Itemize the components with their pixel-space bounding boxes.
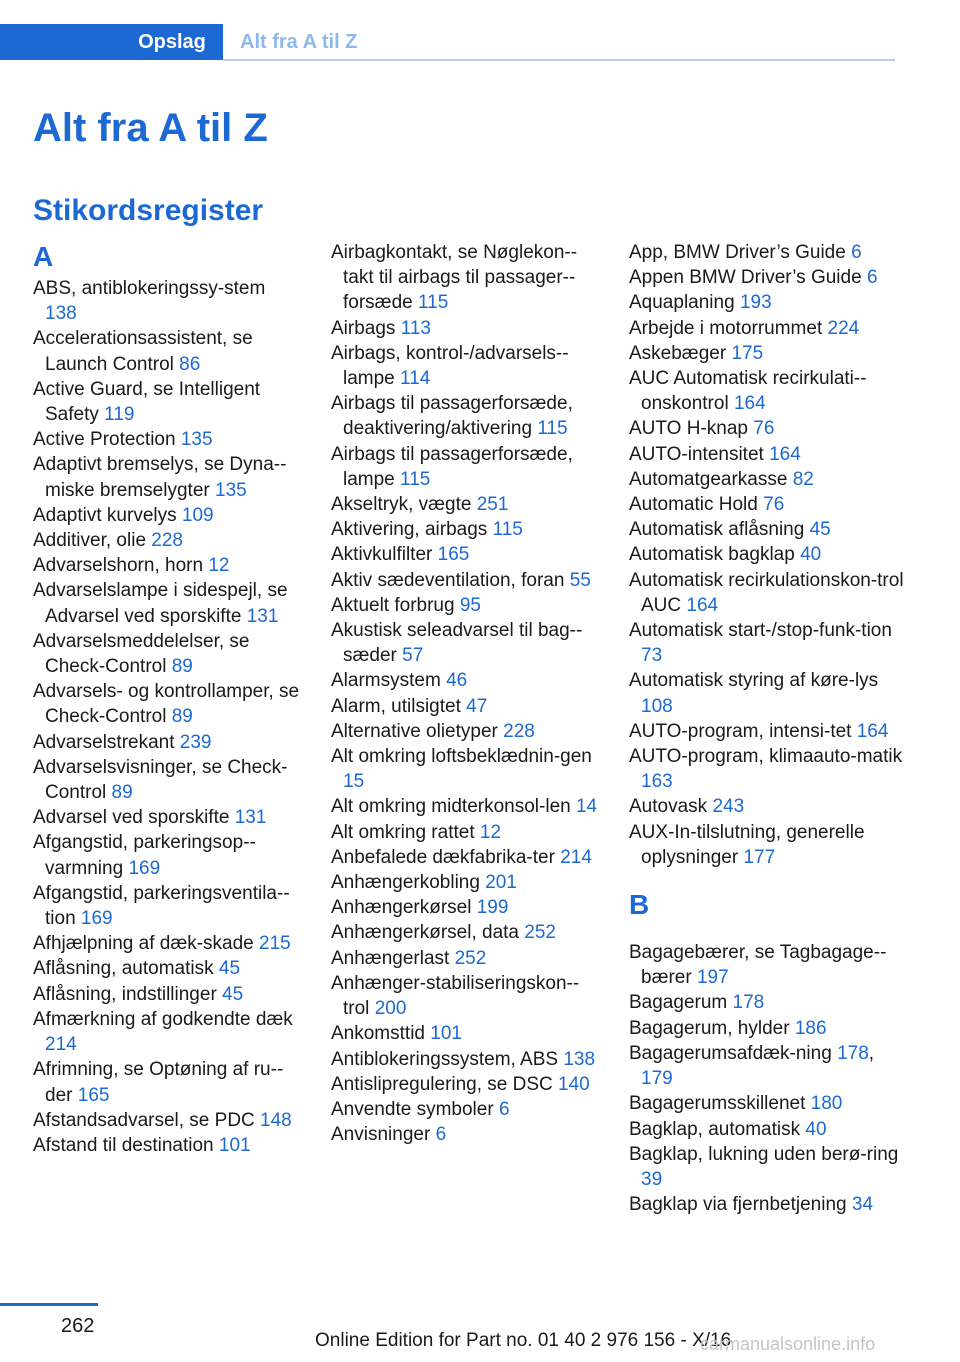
index-entry bbox=[33, 931, 301, 956]
page-reference-link[interactable]: 179 bbox=[641, 1068, 673, 1090]
page-reference-link[interactable]: 239 bbox=[179, 731, 212, 753]
index-entry bbox=[331, 719, 599, 744]
index-entry bbox=[33, 1007, 301, 1057]
index-entry-term: Alt omkring midterkonsol-len bbox=[331, 796, 571, 818]
page-reference-link[interactable]: 164 bbox=[856, 720, 889, 742]
page-reference-link[interactable]: 180 bbox=[810, 1093, 843, 1115]
index-entry bbox=[331, 442, 599, 492]
index-column-2 bbox=[331, 240, 599, 1147]
page-reference-link[interactable]: 114 bbox=[400, 368, 431, 390]
page-reference-link[interactable]: 6 bbox=[435, 1124, 447, 1146]
page-reference-link[interactable]: 89 bbox=[111, 782, 133, 804]
index-entry bbox=[33, 326, 301, 376]
index-entry-term: Aquaplaning bbox=[629, 292, 735, 314]
index-entry bbox=[629, 820, 904, 870]
index-entry-term: Afstandsadvarsel, se PDC bbox=[33, 1109, 255, 1131]
page-reference-link[interactable]: 89 bbox=[171, 656, 193, 678]
page-reference-link[interactable]: 45 bbox=[222, 983, 244, 1005]
index-entry-term: Automatisk recirkulationskon-trol AUC bbox=[629, 569, 904, 616]
page-reference-link[interactable]: 228 bbox=[151, 530, 183, 552]
index-entry-term: AUTO-intensitet bbox=[629, 443, 764, 465]
page-reference-link[interactable]: 86 bbox=[179, 353, 201, 375]
page-number: 262 bbox=[61, 1315, 95, 1337]
page-reference-link[interactable]: 89 bbox=[171, 706, 193, 728]
index-entry bbox=[331, 542, 599, 567]
page-reference-link[interactable]: 45 bbox=[809, 519, 831, 541]
index-entry-term: Advarselsvisninger, se Check-Control bbox=[33, 756, 288, 804]
page-reference-link[interactable]: 115 bbox=[537, 418, 568, 440]
index-entry bbox=[331, 1122, 599, 1147]
index-entry-term: Autovask bbox=[629, 796, 708, 818]
index-entry-term: Automatisk bagklap bbox=[629, 544, 795, 566]
index-column-1 bbox=[33, 240, 301, 1158]
index-entry-term: Afmærkning af godkendte dæk bbox=[33, 1008, 293, 1030]
page-reference-link[interactable]: 228 bbox=[503, 720, 535, 742]
index-entry bbox=[629, 1091, 904, 1116]
index-entry bbox=[629, 290, 904, 315]
page-header bbox=[0, 24, 895, 62]
page-reference-link[interactable]: 178 bbox=[732, 992, 765, 1014]
index-entry bbox=[629, 618, 904, 668]
index-entry bbox=[331, 920, 599, 945]
page-reference-link[interactable]: 14 bbox=[575, 796, 598, 818]
page-reference-link[interactable]: 200 bbox=[374, 998, 407, 1020]
page-reference-link[interactable]: 131 bbox=[246, 605, 279, 627]
index-entry bbox=[331, 1097, 599, 1122]
index-entry bbox=[331, 341, 599, 391]
footer-accent-line bbox=[0, 1303, 98, 1306]
page-reference-link[interactable]: 164 bbox=[769, 443, 801, 465]
index-entry-term: AUC Automatisk recirkulati-onskontrol bbox=[629, 368, 867, 415]
page-reference-link[interactable]: 243 bbox=[712, 796, 745, 818]
index-entry bbox=[629, 416, 904, 441]
page-reference-link[interactable]: 163 bbox=[641, 771, 673, 793]
page-reference-link[interactable]: 115 bbox=[417, 292, 449, 314]
index-entry bbox=[629, 316, 904, 341]
index-entry-term: Automatisk styring af køre-lys bbox=[629, 670, 879, 692]
index-entry-term: Anvisninger bbox=[331, 1124, 431, 1146]
index-entry-term: Aktuelt forbrug bbox=[331, 594, 455, 616]
watermark: carmanualsonline.info bbox=[700, 1334, 876, 1354]
index-entry bbox=[33, 982, 301, 1007]
index-entry bbox=[629, 744, 904, 794]
section-title: Stikordsregister bbox=[33, 194, 264, 227]
index-entry-term: Antislipregulering, se DSC bbox=[331, 1073, 553, 1095]
index-entry-term: Alt omkring rattet bbox=[331, 821, 475, 843]
index-entry bbox=[331, 568, 599, 593]
index-entry-term: Automatgearkasse bbox=[629, 468, 788, 490]
index-entry bbox=[629, 542, 904, 567]
page-reference-link[interactable]: 175 bbox=[731, 342, 764, 364]
index-entry-term: Bagagerumsafdæk-ning bbox=[629, 1042, 832, 1064]
index-entry bbox=[629, 1142, 904, 1192]
page-reference-link[interactable]: 251 bbox=[476, 494, 509, 516]
page-reference-link[interactable]: 95 bbox=[459, 594, 481, 616]
index-entry-term: Aktivkulfilter bbox=[331, 544, 433, 566]
page-reference-link[interactable]: 76 bbox=[763, 494, 785, 516]
index-letter-b: B bbox=[629, 889, 650, 921]
index-entry bbox=[331, 895, 599, 920]
page-reference-link[interactable]: 140 bbox=[558, 1073, 590, 1095]
page-reference-link[interactable]: 169 bbox=[80, 908, 113, 930]
header-accent-bar bbox=[0, 24, 121, 60]
index-entry-term: Active Guard, se Intelligent Safety bbox=[33, 378, 261, 426]
page-reference-link[interactable]: 135 bbox=[215, 479, 247, 501]
index-entry-term: AUX-In-tilslutning, generelle oplysninger bbox=[629, 821, 865, 868]
index-entry-term: Afstand til destination bbox=[33, 1134, 214, 1156]
index-entry-term: Advarselslampe i sidespejl, se Advarsel ved sporskifte bbox=[33, 580, 288, 627]
page-reference-link[interactable]: 6 bbox=[866, 267, 878, 289]
page-reference-link[interactable]: 214 bbox=[45, 1034, 77, 1056]
index-entry-term: Advarselshorn, horn bbox=[33, 555, 204, 577]
index-entry-term: App, BMW Driver’s Guide bbox=[629, 242, 846, 263]
page-reference-link[interactable]: 82 bbox=[792, 468, 814, 490]
page-reference-link[interactable]: 6 bbox=[498, 1098, 510, 1120]
index-entry-term: Accelerationsassistent, se Launch Control bbox=[33, 328, 253, 375]
page-reference-link[interactable]: 165 bbox=[437, 544, 470, 566]
index-entry-term: Bagagebærer, se Tagbagage-bærer bbox=[629, 942, 887, 989]
page-reference-link[interactable]: 252 bbox=[524, 922, 556, 944]
page-reference-link[interactable]: 135 bbox=[180, 429, 213, 451]
index-entry bbox=[629, 467, 904, 492]
index-entry bbox=[33, 578, 301, 628]
index-entry: Bagagerumsafdæk-ning 178, 179 bbox=[629, 1042, 875, 1090]
index-entry bbox=[33, 1133, 301, 1158]
page-reference-link[interactable]: 186 bbox=[794, 1017, 827, 1039]
index-entry bbox=[33, 881, 301, 931]
index-entry-term: Anhængerkobling bbox=[331, 872, 480, 894]
index-entry-term: Airbagkontakt, se Nøglekon-takt til airbags til passager-forsæde bbox=[331, 242, 578, 314]
index-entry bbox=[629, 794, 904, 819]
index-entry bbox=[629, 517, 904, 542]
index-entry bbox=[33, 1057, 301, 1107]
index-entry-term: Advarselstrekant bbox=[33, 731, 175, 753]
index-entry bbox=[331, 845, 599, 870]
page-reference-link[interactable]: 6 bbox=[851, 242, 862, 263]
index-entry-term: Bagagerum, hylder bbox=[629, 1017, 790, 1039]
page-reference-link[interactable]: 15 bbox=[343, 771, 365, 793]
header-rule bbox=[223, 59, 895, 61]
page-reference-link[interactable]: 55 bbox=[569, 569, 591, 591]
index-entry-term: Advarselsmeddelelser, se Check-Control bbox=[33, 630, 250, 678]
index-entry-term: Airbags til passagerforsæde, deaktivering/aktivering bbox=[331, 393, 573, 440]
page-reference-link[interactable]: 214 bbox=[560, 846, 592, 868]
page-reference-link[interactable]: 138 bbox=[45, 303, 77, 325]
tab-opslag[interactable]: Opslag bbox=[121, 24, 223, 60]
index-entry bbox=[331, 744, 599, 794]
index-entry-term: Akseltryk, vægte bbox=[331, 494, 472, 516]
index-entry-term: Automatisk start-/stop-funk-tion bbox=[629, 620, 892, 642]
page-reference-link[interactable]: 115 bbox=[492, 519, 523, 541]
index-entry bbox=[331, 694, 599, 719]
index-entry-term: Afrimning, se Optøning af ru-der bbox=[33, 1059, 284, 1106]
index-entry bbox=[33, 528, 301, 553]
edition-note: Online Edition for Part no. 01 40 2 976 156 - X/16 bbox=[315, 1330, 732, 1351]
page-reference-link[interactable]: 215 bbox=[259, 933, 291, 955]
page-reference-link[interactable]: 138 bbox=[563, 1048, 596, 1070]
index-entry-term: Askebæger bbox=[629, 342, 727, 364]
index-entry-term: Airbags bbox=[331, 317, 396, 339]
page-reference-link[interactable]: 165 bbox=[77, 1084, 110, 1106]
page-reference-link[interactable]: 76 bbox=[753, 418, 775, 440]
index-entry-term: Bagagerumsskillenet bbox=[629, 1093, 806, 1115]
index-entry-term: Appen BMW Driver’s Guide bbox=[629, 267, 862, 289]
index-entry-term: Aktivering, airbags bbox=[331, 519, 488, 541]
index-entry bbox=[629, 940, 904, 990]
page-reference-link[interactable]: 197 bbox=[696, 967, 729, 989]
index-entry-term: Antiblokeringssystem, ABS bbox=[331, 1048, 559, 1070]
index-entry bbox=[331, 870, 599, 895]
index-entry bbox=[331, 794, 599, 819]
page-reference-link[interactable]: 119 bbox=[104, 404, 135, 426]
index-entry-term: Ankomsttid bbox=[331, 1023, 425, 1045]
index-entry bbox=[629, 1117, 904, 1142]
index-entry bbox=[331, 492, 599, 517]
index-entry-term: Airbags, kontrol-/advarsels-lampe bbox=[331, 342, 569, 390]
index-entry-term: Afgangstid, parkeringsop-varmning bbox=[33, 832, 256, 879]
page-reference-link[interactable]: 199 bbox=[476, 897, 509, 919]
page-reference-link[interactable]: 115 bbox=[400, 468, 431, 490]
index-entry bbox=[331, 316, 599, 341]
index-entry bbox=[629, 719, 904, 744]
index-entry bbox=[33, 755, 301, 805]
index-entry-term: Automatic Hold bbox=[629, 494, 758, 516]
page-reference-link[interactable]: 178 bbox=[837, 1042, 869, 1064]
index-entry bbox=[629, 1192, 904, 1217]
index-entry bbox=[33, 276, 301, 326]
page-reference-link[interactable]: 45 bbox=[218, 958, 241, 980]
page-reference-link[interactable]: 39 bbox=[641, 1168, 663, 1190]
index-entry bbox=[331, 618, 599, 668]
index-entry-term: Advarsels- og kontrollamper, se Check-Control bbox=[33, 681, 300, 728]
index-entry-term: Anhængerkørsel bbox=[331, 897, 472, 919]
index-entry-term: Bagklap, automatisk bbox=[629, 1118, 801, 1140]
page-reference-link[interactable]: 101 bbox=[430, 1023, 462, 1045]
index-entry bbox=[33, 377, 301, 427]
index-entry bbox=[629, 341, 904, 366]
index-entry-term: Bagagerum bbox=[629, 992, 728, 1014]
index-entry-term: Alarm, utilsigtet bbox=[331, 695, 461, 717]
page-reference-link[interactable]: 164 bbox=[733, 393, 766, 415]
index-column-3 bbox=[629, 240, 904, 1217]
index-entry-term: Anhænger-stabiliseringskon-trol bbox=[331, 972, 580, 1020]
index-entry-term: Akustisk seleadvarsel til bag-sæder bbox=[331, 620, 583, 667]
index-entry-term: Active Protection bbox=[33, 429, 176, 451]
index-entry bbox=[331, 1072, 599, 1097]
index-entry-term: Anhængerlast bbox=[331, 947, 450, 969]
index-entry-term: Afgangstid, parkeringsventila-tion bbox=[33, 882, 290, 930]
index-entry-term: Afhjælpning af dæk-skade bbox=[33, 933, 254, 955]
index-entry bbox=[33, 1108, 301, 1133]
index-entry-term: AUTO-program, klimaauto-matik bbox=[629, 746, 903, 768]
page-reference-link[interactable]: 46 bbox=[446, 670, 468, 692]
index-entry-term: Bagklap, lukning uden berø-ring bbox=[629, 1143, 899, 1165]
index-entry bbox=[629, 568, 904, 618]
index-entry-term: Anbefalede dækfabrika-ter bbox=[331, 846, 555, 868]
index-entry-term: Arbejde i motorrummet bbox=[629, 317, 823, 339]
page-reference-link[interactable]: 131 bbox=[234, 807, 267, 829]
index-entry bbox=[33, 956, 301, 981]
page-reference-link[interactable]: 164 bbox=[686, 594, 719, 616]
index-entry-term: Airbags til passagerforsæde, lampe bbox=[331, 443, 573, 490]
index-entry bbox=[33, 553, 301, 578]
page-reference-link[interactable]: 12 bbox=[208, 555, 230, 577]
index-entry-term: AUTO-program, intensi-tet bbox=[629, 720, 852, 742]
index-entry bbox=[33, 730, 301, 755]
index-entry-term: ABS, antiblokeringssy-stem bbox=[33, 278, 266, 299]
index-entry-term: AUTO H-knap bbox=[629, 418, 748, 440]
index-entry-term: Anvendte symboler bbox=[331, 1098, 494, 1120]
index-entry bbox=[629, 442, 904, 467]
page-reference-link[interactable]: 201 bbox=[485, 872, 517, 894]
index-entry bbox=[331, 240, 599, 316]
page-reference-link[interactable]: 57 bbox=[402, 645, 424, 667]
index-entry-term: Additiver, olie bbox=[33, 530, 147, 552]
page-reference-link[interactable]: 40 bbox=[800, 544, 822, 566]
index-entry bbox=[331, 517, 599, 542]
page-reference-link[interactable]: 224 bbox=[827, 317, 860, 339]
index-entry-term: Adaptivt kurvelys bbox=[33, 504, 177, 526]
index-entry-term: Aktiv sædeventilation, foran bbox=[331, 569, 565, 591]
page-reference-link[interactable]: 108 bbox=[641, 695, 673, 717]
page-reference-link[interactable]: 193 bbox=[739, 292, 772, 314]
page-reference-link[interactable]: 169 bbox=[128, 857, 161, 879]
index-entry bbox=[331, 820, 599, 845]
index-entry bbox=[33, 629, 301, 679]
index-entry-term: Aflåsning, automatisk bbox=[33, 958, 214, 980]
index-entry bbox=[629, 668, 904, 718]
index-entry bbox=[331, 971, 599, 1021]
index-entry-term: Alarmsystem bbox=[331, 670, 441, 692]
page-reference-link[interactable]: 109 bbox=[181, 504, 214, 526]
index-entry bbox=[331, 391, 599, 441]
page-reference-link[interactable]: 113 bbox=[400, 317, 431, 339]
page-reference-link[interactable]: 47 bbox=[466, 695, 488, 717]
index-entry bbox=[629, 240, 904, 265]
page-reference-link[interactable]: 252 bbox=[454, 947, 487, 969]
page-reference-link[interactable]: 148 bbox=[260, 1109, 292, 1131]
index-entry-term: Alt omkring loftsbeklædnin-gen bbox=[331, 746, 592, 768]
index-entry bbox=[629, 492, 904, 517]
index-entry-term: Anhængerkørsel, data bbox=[331, 922, 519, 944]
page-reference-link[interactable]: 73 bbox=[641, 645, 663, 667]
index-entry bbox=[629, 265, 904, 290]
index-entry bbox=[33, 679, 301, 729]
index-entry bbox=[629, 1016, 904, 1041]
page-reference-link[interactable]: 12 bbox=[479, 821, 502, 843]
page-reference-link[interactable]: 101 bbox=[218, 1134, 251, 1156]
index-entry bbox=[33, 452, 301, 502]
index-entry-term: Aflåsning, indstillinger bbox=[33, 983, 217, 1005]
index-entry-term: Bagklap via fjernbetjening bbox=[629, 1194, 847, 1216]
page-reference-link[interactable]: 177 bbox=[743, 846, 776, 868]
page-reference-link[interactable]: 34 bbox=[851, 1194, 874, 1216]
index-entry bbox=[629, 990, 904, 1015]
index-entry bbox=[331, 1047, 599, 1072]
index-letter-a: A bbox=[33, 241, 54, 272]
index-entry-term: Advarsel ved sporskifte bbox=[33, 807, 230, 829]
index-entry bbox=[33, 427, 301, 452]
index-entry-term: Automatisk aflåsning bbox=[629, 519, 805, 541]
index-entry-term: Adaptivt bremselys, se Dyna-miske bremselygter bbox=[33, 454, 287, 501]
index-entry bbox=[331, 946, 599, 971]
index-entry bbox=[331, 1021, 599, 1046]
index-entry-term: Alternative olietyper bbox=[331, 720, 498, 742]
index-entry bbox=[629, 366, 904, 416]
index-entry bbox=[33, 503, 301, 528]
page-reference-link[interactable]: 40 bbox=[805, 1118, 827, 1140]
index-entry bbox=[331, 668, 599, 693]
index-entry bbox=[331, 593, 599, 618]
tab-alt-fra-a-til-z[interactable]: Alt fra A til Z bbox=[240, 31, 358, 53]
index-entry bbox=[33, 805, 301, 830]
index-entry bbox=[33, 830, 301, 880]
page-title: Alt fra A til Z bbox=[33, 106, 268, 150]
